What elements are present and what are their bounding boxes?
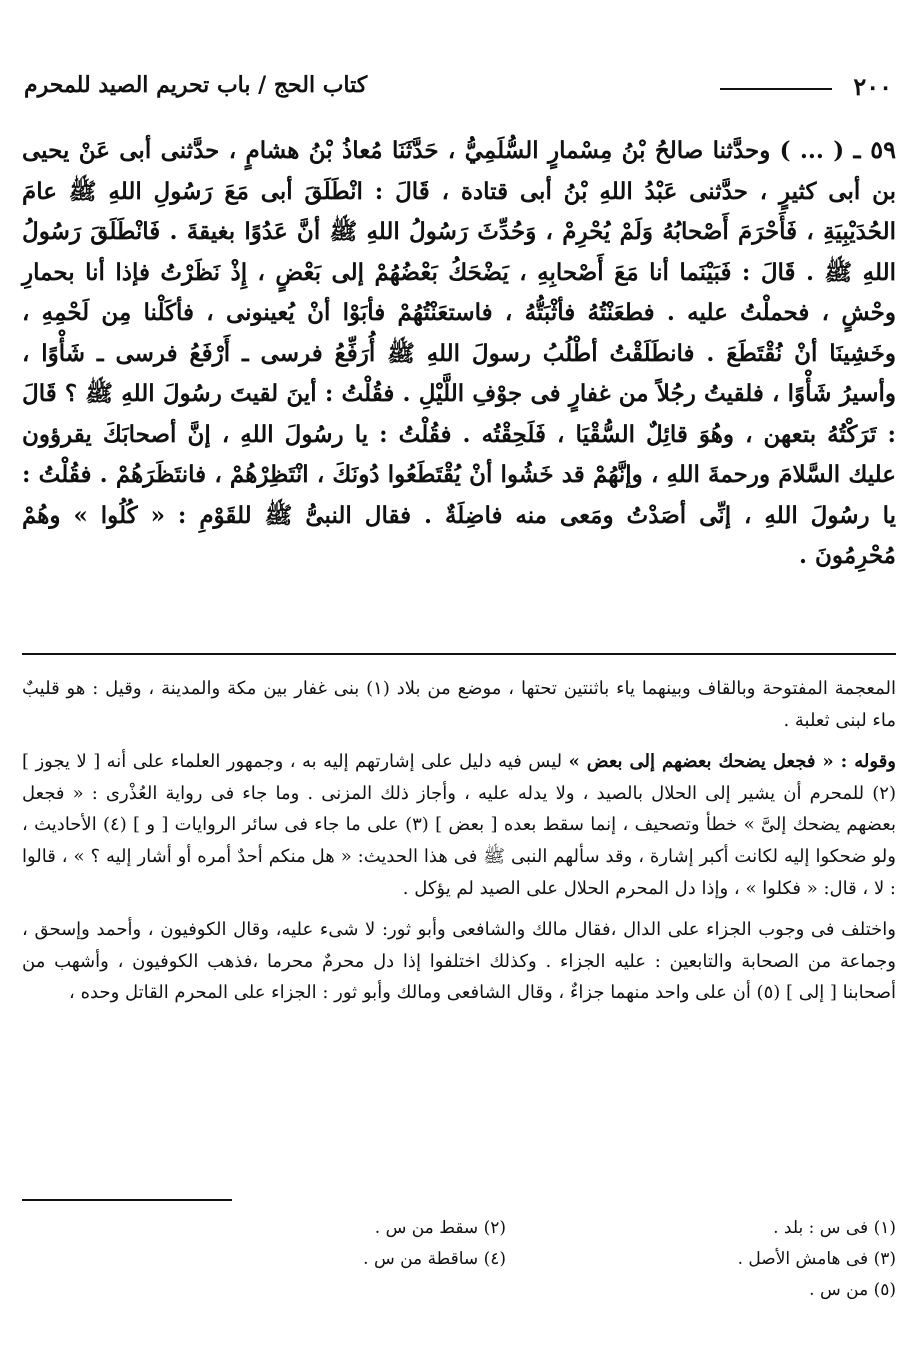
commentary-paragraph-2-text: ليس فيه دليل على إشارتهم إليه به ، وجمهور العلماء على أنه [ لا يجوز ] (٢) للمحرم أن يشير إلى الحلال بالصيد ، ولا يدله عليه ، وأجاز ذلك المزنى . وما جاء فى رواية العُذْرى : « فجعل بعضهم يضحك إلىَّ » خطأ وتصحيف ، إنما سقط بعده [ بعض ] (٣) على ما جاء فى سائر الروايات [ و ] (٤) الأحاديث ، ولو ضحكوا إليه لكانت أكبر إشارة ، وقد سألهم النبى ﷺ فى هذا الحديث: « هل منكم أحدٌ أمره أو أشار إليه ؟ » ، قالوا : لا ، قال: « فكلوا » ، وإذا دل المحرم الحلال على الصيد لم يؤكل . [22,751,896,899]
commentary-paragraph-1: المعجمة المفتوحة وبالقاف وبينهما ياء باثنتين تحتها ، موضع من بلاد (١) بنى غفار بين مكة والمدينة ، وقيل : هو قليبٌ ماء لبنى ثعلبة . [22,678,897,731]
footnote-1: (١) فى س : بلد . [773,1218,896,1238]
hadith-text-block [22,130,896,577]
running-title: كتاب الحج / باب تحريم الصيد للمحرم [24,72,368,98]
page-number: ٢٠٠ [853,72,892,101]
hadith-number: ٥٩ ـ [853,135,896,164]
commentary-paragraph-3: واختلف فى وجوب الجزاء على الدال ،فقال مالك والشافعى وأبو ثور: لا شىء عليه، وقال الكوفيون ، وأحمد وإسحق ، وجماعة من الصحابة والتابعين : عليه الجزاء . وكذلك اختلفوا إذا دل محرمٌ محرما ،فذهب الكوفيون ، وأشهب من أصحابنا [ إلى ] (٥) أن على واحد منهما جزاءٌ ، وقال الشافعى ومالك وأبو ثور : الجزاء على المحرم القاتل وحده ، [22,919,896,1004]
commentary-paragraph-2 [22,746,896,904]
commentary-block [22,673,896,1019]
commentary-quote-lead: وقوله : « فجعل يضحك بعضهم إلى بعض » [568,751,896,773]
footnote-5: (٥) من س . [809,1280,896,1300]
header-rule [720,88,832,90]
footnote-3: (٣) فى هامش الأصل . [737,1249,896,1269]
hadith-text: ( ... ) وحدَّثنا صالحُ بْنُ مِسْمارٍ السُّلَمِيُّ ، حَدَّثَنَا مُعاذُ بْنُ هشامٍ ، حدَّثنى أبى عَنْ يحيى بن أبى كثيرٍ ، حدَّثنى عَبْدُ اللهِ بْنُ أبى قتادة ، قَالَ : انْطَلَقَ أبى مَعَ رَسُولِ اللهِ ﷺ عامَ الحُدَيْبِيَةِ ، فَأَحْرَمَ أَصْحابُهُ وَلَمْ يُحْرِمْ ، وَحُدِّثَ رَسُولُ اللهِ ﷺ أنَّ عَدُوًا بغيقةَ . فَانْطَلَقَ رَسُولُ اللهِ ﷺ . قَالَ : فَبَيْنَما أنا مَعَ أَصْحابِهِ ، يَضْحَكُ بَعْضُهُمْ إلى بَعْضٍ ، إِذْ نَظَرْتُ فإذا أنا بحمارِ وحْشٍ ، فحملْتُ عليه . فطعَنْتُهُ فأثْبَتُّهُ ، فاستعَنْتُهُمْ فأبَوْا أنْ يُعينونى ، فأكَلْنا مِن لَحْمِهِ ، وخَشِينَا أنْ نُقْتَطَعَ . فانطَلَقْتُ أطْلُبُ رسولَ اللهِ ﷺ أُرَفِّعُ فرسى ـ أَرْفَعُ فرسى ـ شَأْوًا ، وأسيرُ شَأْوًا ، فلقيتُ رجُلاً من غفارٍ فى جوْفِ اللَّيْلِ . فقُلْتُ : أينَ لقيتَ رسُولَ اللهِ ﷺ ؟ قَالَ : تَرَكْتُهُ بتعهن ، وهُوَ قائِلٌ السُّقْيَا ، فَلَحِقْتُه . فقُلْتُ : يا رسُولَ اللهِ ، إنَّ أصحابَكَ يقرؤون عليك السَّلامَ ورحمةَ اللهِ ، وإنَّهُمْ قد خَشُوا أنْ يُقْتَطَعُوا دُونَكَ ، انْتَظِرْهُمْ ، فانتَظَرَهُمْ . فقُلْتُ : يا رسُولَ اللهِ ، إنِّى أصَدْتُ ومَعى منه فاضِلَةٌ . فقال النبىُّ ﷺ للقَوْمِ : « كُلُوا » وهُمْ مُحْرِمُونَ . [22,137,896,569]
footnotes [22,1213,896,1306]
main-divider [22,653,896,655]
running-header [22,70,896,104]
footnote-4: (٤) ساقطة من س . [363,1249,506,1269]
footnotes-divider [22,1199,232,1201]
footnote-2: (٢) سقط من س . [374,1218,506,1238]
